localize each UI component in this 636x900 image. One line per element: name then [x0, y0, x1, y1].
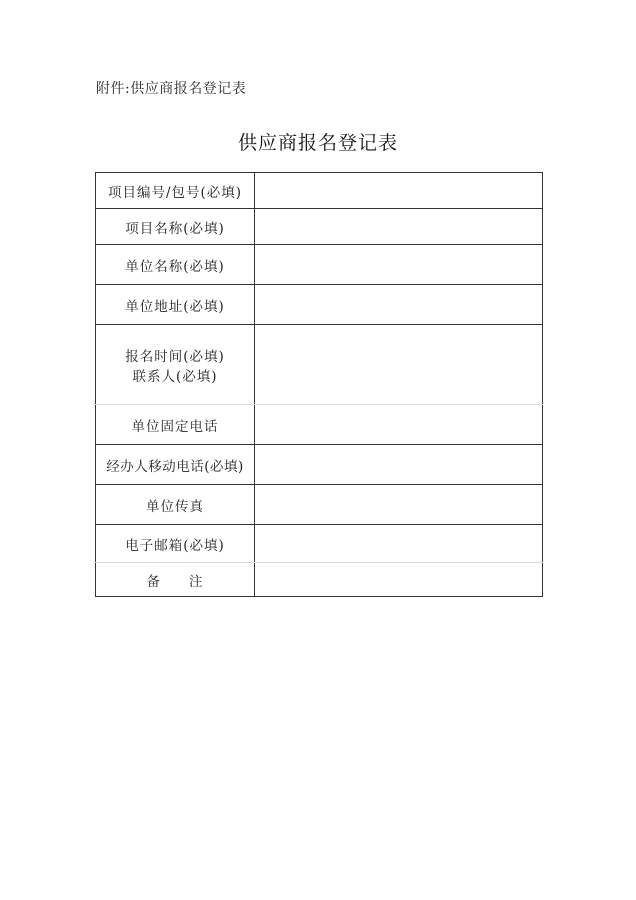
field-fax[interactable]	[255, 485, 543, 525]
table-row	[96, 245, 543, 285]
table-row	[96, 525, 543, 563]
field-mobile[interactable]	[255, 445, 543, 485]
field-project-name[interactable]	[255, 209, 543, 245]
field-remarks[interactable]	[255, 563, 543, 597]
row-label-project-number: 项目编号/包号(必填)	[96, 173, 255, 209]
field-registration-contact[interactable]	[255, 325, 543, 405]
field-company-name[interactable]	[255, 245, 543, 285]
remarks-char-2: 注	[189, 573, 204, 590]
registration-form-table	[95, 172, 543, 597]
table-row	[96, 325, 543, 405]
field-project-number[interactable]	[255, 173, 543, 209]
form-title: 供应商报名登记表	[237, 132, 398, 154]
table-row	[96, 405, 543, 445]
field-email[interactable]	[255, 525, 543, 563]
table-row	[96, 445, 543, 485]
row-label-company-address: 单位地址(必填)	[96, 285, 255, 325]
row-label-email: 电子邮箱(必填)	[96, 525, 255, 563]
table-row	[96, 485, 543, 525]
row-label-mobile: 经办人移动电话(必填)	[96, 445, 255, 485]
attachment-note: 附件:供应商报名登记表	[96, 81, 247, 97]
row-label-registration-contact	[96, 325, 255, 405]
row-label-registration-time: 报名时间(必填)	[125, 348, 225, 365]
row-label-remarks	[96, 563, 255, 597]
row-label-company-name: 单位名称(必填)	[96, 245, 255, 285]
row-label-landline: 单位固定电话	[96, 405, 255, 445]
row-label-fax: 单位传真	[96, 485, 255, 525]
remarks-char-1: 备	[146, 573, 161, 590]
row-label-project-name: 项目名称(必填)	[96, 209, 255, 245]
table-row	[96, 285, 543, 325]
table-row	[96, 173, 543, 209]
table-row	[96, 209, 543, 245]
field-company-address[interactable]	[255, 285, 543, 325]
field-landline[interactable]	[255, 405, 543, 445]
row-label-contact-person: 联系人(必填)	[132, 368, 218, 385]
table-row	[96, 563, 543, 597]
